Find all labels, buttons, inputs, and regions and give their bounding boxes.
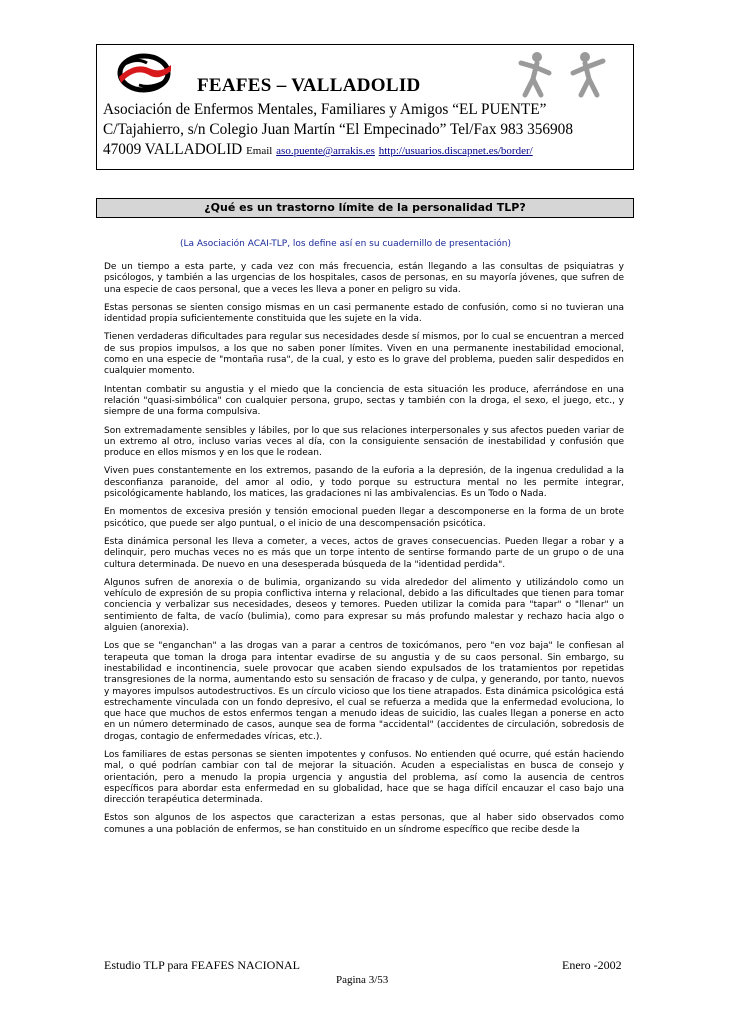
website-link[interactable]: http://usuarios.discapnet.es/border/ xyxy=(378,145,533,157)
source-note: (La Asociación ACAI-TLP, los define así en su cuadernillo de presentación) xyxy=(180,239,511,249)
footer-study-title: Estudio TLP para FEAFES NACIONAL xyxy=(104,958,300,972)
paragraph: Tienen verdaderas dificultades para regular sus necesidades desde sí mismos, por lo cual se encuentran a merced de sus propios impulsos, a los que no saben poner límites. Viven en una permanente inestabilidad emocional, como en una especie de "montaña rusa", de la cual, y esto es lo grave del problema, pueden salir despedidos en cualquier momento. xyxy=(104,332,624,377)
footer-date: Enero -2002 xyxy=(562,958,622,972)
paragraph: Intentan combatir su angustia y el miedo que la conciencia de esta situación les produce, aferrándose en una relación "quasi-simbólica" con cualquier persona, grupo, sectas y también con la droga, el sexo, el juego, etc., y siempre de una forma compulsiva. xyxy=(104,384,624,418)
feafes-logo-icon xyxy=(115,51,173,95)
letterhead xyxy=(96,44,634,170)
paragraph: Estas personas se sienten consigo mismas en un casi permanente estado de confusión, como si no tuvieran una identidad propia suficientemente constituida que les sujete en la vida. xyxy=(104,302,624,325)
email-label: Email xyxy=(246,145,273,157)
email-link[interactable]: aso.puente@arrakis.es xyxy=(276,145,375,157)
paragraph: Los que se "enganchan" a las drogas van a parar a centros de toxicómanos, pero "en voz baja" le confiesan al terapeuta que toman la droga para intentar evadirse de su angustia y de su caos personal. Sin embargo, su inestabilidad e incontinencia, suele provocar que acaben siendo expulsados de los tratamientos por repetidas transgresiones de la norma, aumentando esto su sensación de fracaso y de culpa, y generando, por tanto, nuevos y mayores impulsos autodestructivos. Es un círculo vicioso que los tiene atrapados. Esta dinámica psicológica está estrechamente vinculada con un fondo depresivo, el cual se refuerza a medida que la enfermedad evoluciona, lo que hace que muchos de estos enfermos tengan a menudo ideas de suicidio, las cuales llegan a ponerse en acto en un número determinado de casos, aunque sea de forma "accidental" (accidentes de circulación, sobredosis de drogas, contagio de enfermedades víricas, etc.). xyxy=(104,641,624,742)
paragraph: Algunos sufren de anorexia o de bulimia, organizando su vida alrededor del alimento y utilizándolo como un vehículo de expresión de su propia conflictiva interna y relacional, debido a las dificultades que tienen para tomar conciencia y verbalizar sus necesidades, deseos y temores. Pueden utilizar la comida para "tapar" o "llenar" un sentimiento de falta, de vacío (bulimia), como para expresar su más profundo malestar y rechazo hacia algo o alguien (anorexia). xyxy=(104,577,624,634)
org-contact xyxy=(103,141,533,159)
body-text xyxy=(104,262,624,843)
org-city: 47009 VALLADOLID xyxy=(103,141,243,158)
paragraph: De un tiempo a esta parte, y cada vez con más frecuencia, están llegando a las consultas de psiquiatras y psicólogos, y también a las urgencias de los hospitales, casos de personas, en su mayoría jóvenes, que sufren de una especie de caos personal, que a veces les lleva a poner en peligro su vida. xyxy=(104,262,624,295)
paragraph: Esta dinámica personal les lleva a cometer, a veces, actos de graves consecuencias. Pueden llegar a robar y a delinquir, pero muchas veces no es más que un torpe intento de sentirse formando parte de un grupo o de una cultura determinada. De nuevo en una desesperada búsqueda de la "identidad perdida". xyxy=(104,536,624,570)
paragraph: Estos son algunos de los aspectos que caracterizan a estas personas, que al haber sido observados como comunes a una población de enfermos, se han constituido en un síndrome específico que recibe desde la xyxy=(104,813,624,835)
page-number: Pagina 3/53 xyxy=(336,974,389,986)
org-description: Asociación de Enfermos Mentales, Familiares y Amigos “EL PUENTE” xyxy=(103,101,547,118)
question-heading: ¿Qué es un trastorno límite de la personalidad TLP? xyxy=(204,201,526,214)
org-title: FEAFES – VALLADOLID xyxy=(197,75,421,96)
paragraph: En momentos de excesiva presión y tensión emocional pueden llegar a descomponerse en la forma de un brote psicótico, que puede ser algo puntual, o el inicio de una descompensación psicótica. xyxy=(104,507,624,529)
question-heading-bar xyxy=(96,198,634,218)
el-puente-figures-logo-icon xyxy=(507,49,617,99)
paragraph: Son extremadamente sensibles y lábiles, por lo que sus relaciones interpersonales y sus afectos pueden variar de un extremo al otro, incluso varias veces al día, con la consiguiente sensación de inestabilidad y confusión que produce en ellos mismos y en los que le rodean. xyxy=(104,425,624,459)
org-address: C/Tajahierro, s/n Colegio Juan Martín “El Empecinado” Tel/Fax 983 356908 xyxy=(103,121,573,138)
paragraph: Los familiares de estas personas se sienten impotentes y confusos. No entienden qué ocurre, qué están haciendo mal, o qué podrían cambiar con tal de mejorar la situación. Acuden a especialistas en busca de consejo y orientación, pero a menudo la propia urgencia y angustia del problema, así como la ausencia de centros específicos para abordar esta enfermedad en su globalidad, hace que se haga difícil encauzar el caso bajo una dirección terapéutica determinada. xyxy=(104,749,624,806)
paragraph: Viven pues constantemente en los extremos, pasando de la euforia a la depresión, de la ingenua credulidad a la desconfianza paranoide, del amor al odio, y todo porque su estructura mental no les permite integrar, psicológicamente hablando, los matices, las gradaciones ni las ambivalencias. Es un Todo o Nada. xyxy=(104,466,624,500)
